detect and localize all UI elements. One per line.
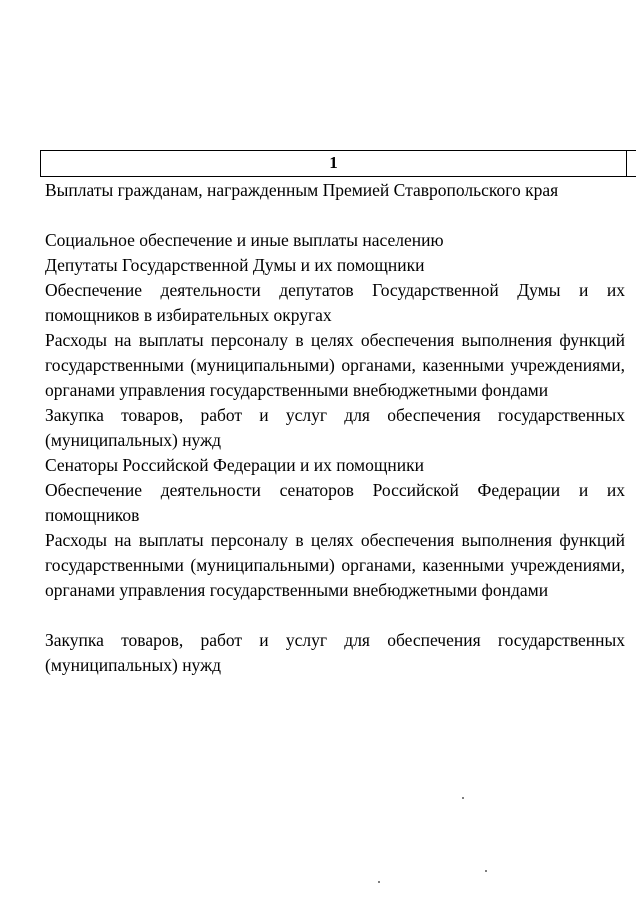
list-item: Выплаты гражданам, награжденным Премией Ставропольского края <box>45 180 559 200</box>
list-item: Депутаты Государственной Думы и их помощники <box>45 255 425 275</box>
list-item: Обеспечение деятельности сенаторов Российской Федерации и их помощников <box>45 480 625 525</box>
list-item: Расходы на выплаты персоналу в целях обеспечения выполнения функций государственными (муниципальными) органами, казенными учреждениями, органами управления государственными внебюджетными фондами <box>45 330 625 400</box>
table-header-column-1: 1 <box>41 151 627 176</box>
scan-speck <box>378 881 380 883</box>
document-body <box>45 178 625 678</box>
list-item: Закупка товаров, работ и услуг для обеспечения государственных (муниципальных) нужд <box>45 630 625 675</box>
list-item: Расходы на выплаты персоналу в целях обеспечения выполнения функций государственными (муниципальными) органами, казенными учреждениями, органами управления государственными внебюджетными фондами <box>45 530 625 600</box>
list-item: Социальное обеспечение и иные выплаты населению <box>45 230 444 250</box>
table-header-row <box>40 150 636 177</box>
list-item: Закупка товаров, работ и услуг для обеспечения государственных (муниципальных) нужд <box>45 405 625 450</box>
scan-speck <box>485 870 487 872</box>
list-item: Обеспечение деятельности депутатов Государственной Думы и их помощников в избирательных округах <box>45 280 625 325</box>
scan-speck <box>462 797 464 799</box>
list-item: Сенаторы Российской Федерации и их помощники <box>45 455 424 475</box>
